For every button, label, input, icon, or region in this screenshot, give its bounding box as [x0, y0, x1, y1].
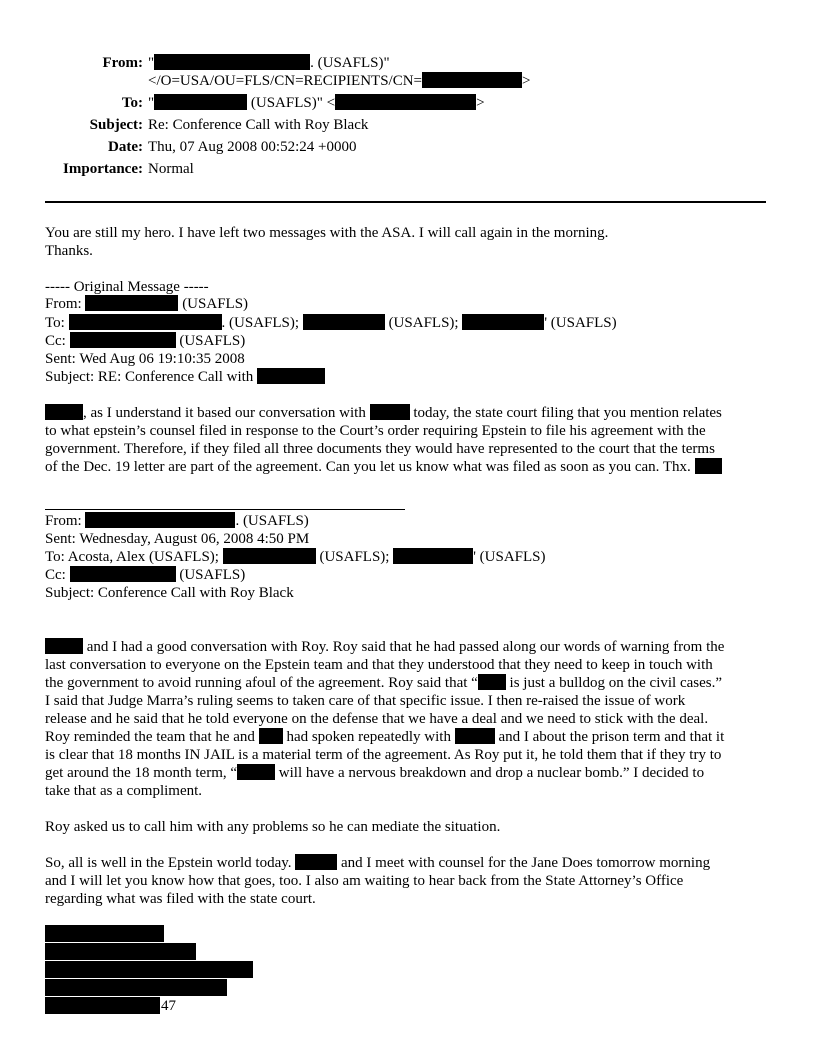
- redaction-block: [69, 314, 222, 330]
- redaction-block: [223, 548, 316, 564]
- original-message-divider: ----- Original Message -----: [45, 279, 209, 295]
- redaction-block: [154, 54, 310, 70]
- header-divider: [45, 201, 766, 203]
- redaction-block: [45, 943, 196, 960]
- subject-value: Re: Conference Call with Roy Black: [148, 117, 369, 133]
- redaction-block: [70, 566, 176, 582]
- body-line: So, all is well in the Epstein world today. and I meet with counsel for the Jane Does tomorrow morning: [45, 855, 711, 871]
- body-line: I said that Judge Marra’s ruling seems to taken care of that specific issue. I then re-raised the issue of work: [45, 693, 686, 709]
- redaction-block: [85, 512, 235, 528]
- body-line: Roy asked us to call him with any problems so he can mediate the situation.: [45, 819, 501, 835]
- message-separator: [45, 509, 405, 510]
- earlier-subject: Subject: Conference Call with Roy Black: [45, 585, 294, 601]
- body-line: last conversation to everyone on the Epstein team and that they understood that they need to keep in touch with: [45, 657, 713, 673]
- body-line: and I had a good conversation with Roy. Roy said that he had passed along our words of warning from the: [45, 638, 724, 656]
- redaction-block: [370, 404, 410, 420]
- redaction-block: [303, 314, 385, 330]
- subject-label: Subject:: [89, 117, 143, 133]
- original-from: From: (USAFLS): [45, 296, 249, 312]
- body-line: and I will let you know how that goes, too. I also am waiting to hear back from the State Attorney’s Office: [45, 873, 684, 889]
- redaction-block: [45, 961, 253, 978]
- original-body-line: government. Therefore, if they filed all three documents they would have represented to the court that the terms: [45, 441, 715, 457]
- redaction-block: [422, 72, 522, 88]
- original-body-line: to what epstein’s counsel filed in response to the Court’s order requiring Epstein to file his agreement with the: [45, 423, 706, 439]
- original-body-line: of the Dec. 19 letter are part of the agreement. Can you let us know what was filed as soon as you can. Thx.: [45, 458, 722, 476]
- redaction-block: [335, 94, 476, 110]
- redaction-block: [45, 638, 83, 654]
- redaction-block: [695, 458, 722, 474]
- from-label: From:: [102, 55, 143, 71]
- redaction-block: [478, 674, 506, 690]
- date-value: Thu, 07 Aug 2008 00:52:24 +0000: [148, 139, 357, 155]
- redaction-block: [70, 332, 176, 348]
- redaction-block: [45, 925, 164, 942]
- importance-value: Normal: [148, 161, 194, 177]
- redaction-block: [85, 295, 178, 311]
- reply-line-2: Thanks.: [45, 243, 93, 259]
- reply-line-1: You are still my hero. I have left two messages with the ASA. I will call again in the morning.: [45, 225, 609, 241]
- body-line: is clear that 18 months IN JAIL is a material term of the agreement. As Roy put it, he told them that if they try to: [45, 747, 722, 763]
- redaction-block: [154, 94, 247, 110]
- date-label: Date:: [108, 139, 143, 155]
- body-line: regarding what was filed with the state court.: [45, 891, 316, 907]
- body-line: Roy reminded the team that he and had spoken repeatedly with and I about the prison term and that it: [45, 729, 725, 745]
- earlier-to: To: Acosta, Alex (USAFLS); (USAFLS); ' (USAFLS): [45, 549, 546, 565]
- original-cc: Cc: (USAFLS): [45, 333, 246, 349]
- original-subject: Subject: RE: Conference Call with: [45, 368, 325, 386]
- original-sent: Sent: Wed Aug 06 19:10:35 2008: [45, 351, 245, 367]
- redaction-block: [237, 764, 275, 780]
- from-value-address: </O=USA/OU=FLS/CN=RECIPIENTS/CN= >: [148, 73, 531, 89]
- body-line: get around the 18 month term, “ will have a nervous breakdown and drop a nuclear bomb.” I decided to: [45, 765, 705, 781]
- importance-label: Importance:: [63, 161, 143, 177]
- redaction-block: [45, 404, 83, 420]
- redaction-block: [455, 728, 495, 744]
- earlier-sent: Sent: Wednesday, August 06, 2008 4:50 PM: [45, 531, 310, 547]
- from-value: " . (USAFLS)": [148, 55, 390, 71]
- earlier-from: From: . (USAFLS): [45, 513, 309, 529]
- signature-tail: 47: [161, 998, 176, 1014]
- original-body-line: , as I understand it based our conversation with today, the state court filing that you mention relates: [45, 404, 722, 422]
- original-to: To: . (USAFLS); (USAFLS); ' (USAFLS): [45, 315, 617, 331]
- redaction-block: [393, 548, 473, 564]
- body-line: the government to avoid running afoul of the agreement. Roy said that “ is just a bulldog on the civil cases.”: [45, 675, 723, 691]
- redaction-block: [462, 314, 544, 330]
- redaction-block: [257, 368, 325, 384]
- redaction-block: [45, 979, 227, 996]
- to-value: " (USAFLS)" < >: [148, 95, 485, 111]
- body-line: take that as a compliment.: [45, 783, 203, 799]
- earlier-cc: Cc: (USAFLS): [45, 567, 246, 583]
- redaction-block: [45, 997, 160, 1014]
- redaction-block: [259, 728, 283, 744]
- body-line: release and he said that he told everyone on the defense that we have a deal and we need to stick with the deal.: [45, 711, 709, 727]
- redaction-block: [295, 854, 337, 870]
- to-label: To:: [121, 95, 143, 111]
